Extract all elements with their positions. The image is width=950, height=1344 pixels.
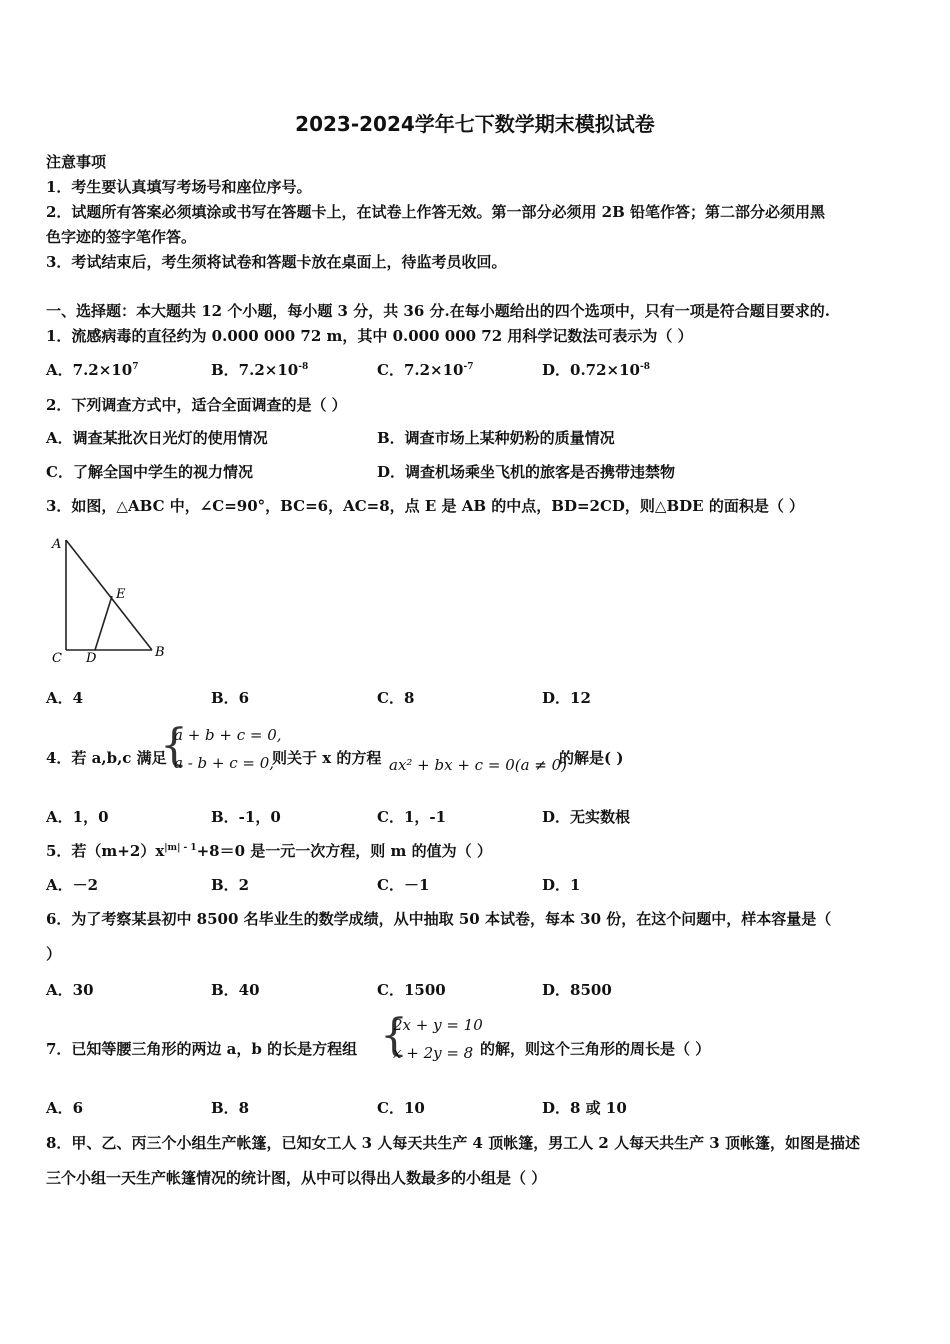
question-6-stem: 6．为了考察某县初中 8500 名毕业生的数学成绩，从中抽取 50 本试卷，每本 30 份，在这个问题中，样本容量是（ xyxy=(46,910,832,928)
q1-option-b: B．$7.2\times 10^{-8}$ xyxy=(211,361,309,379)
q6-option-b: B．40 xyxy=(211,981,260,999)
q1-option-a: A．$7.2\times 10^7$ xyxy=(46,361,139,379)
q1-option-c: C．$7.2\times 10^{-7}$ xyxy=(377,361,474,379)
q2-option-b: B．调查市场上某种奶粉的质量情况 xyxy=(377,429,615,447)
q1-option-d: D．$0.72\times 10^{-8}$ xyxy=(542,361,650,379)
q6-option-d: D．8500 xyxy=(542,981,612,999)
brace-icon: { xyxy=(380,1010,408,1061)
q7-option-d: D．8 或 10 xyxy=(542,1099,627,1117)
triangle-figure xyxy=(40,528,190,673)
question-4-prefix: 4．若 a,b,c 满足 xyxy=(46,749,167,767)
q4-option-a: A．1，0 xyxy=(46,808,109,826)
q4-option-b: B．-1，0 xyxy=(211,808,281,826)
q4-equation-1: a + b + c = 0, xyxy=(174,726,282,744)
question-1-stem: 1．流感病毒的直径约为 0.000 000 72 m，其中 0.000 000 72 用科学记数法可表示为（ ） xyxy=(46,327,693,345)
q7-option-b: B．8 xyxy=(211,1099,250,1117)
question-7-prefix: 7．已知等腰三角形的两边 a，b 的长是方程组 xyxy=(46,1040,358,1058)
q6-option-c: C．1500 xyxy=(377,981,446,999)
question-2-stem: 2．下列调查方式中，适合全面调查的是（ ） xyxy=(46,396,347,414)
q7-option-a: A．6 xyxy=(46,1099,84,1117)
q3-option-d: D．12 xyxy=(542,689,591,707)
label-d: D xyxy=(86,651,97,666)
notice-item: 1．考生要认真填写考场号和座位序号。 xyxy=(46,178,312,196)
page-title: 2023-2024学年七下数学期末模拟试卷 xyxy=(295,112,655,136)
q5-option-d: D．1 xyxy=(542,876,581,894)
question-6-stem-cont: ） xyxy=(46,945,62,963)
brace-icon: { xyxy=(160,720,188,771)
q2-option-d: D．调查机场乘坐飞机的旅客是否携带违禁物 xyxy=(377,463,676,481)
q3-option-b: B．6 xyxy=(211,689,250,707)
label-c: C xyxy=(52,651,62,666)
label-a: A xyxy=(52,537,62,552)
question-7-suffix: 的解，则这个三角形的周长是（ ） xyxy=(480,1040,711,1058)
segment-de xyxy=(95,596,112,650)
question-3-stem: 3．如图，△ABC 中，∠C=90°，BC=6，AC=8，点 E 是 AB 的中点，BD=2CD，则△BDE 的面积是（ ） xyxy=(46,497,805,515)
q4-option-c: C．1，-1 xyxy=(377,808,447,826)
question-4-suffix: 的解是( ) xyxy=(559,749,624,767)
q7-equation-1: 2x + y = 10 xyxy=(393,1016,483,1034)
question-4-middle: 则关于 x 的方程 xyxy=(272,749,382,767)
notice-item: 色字迹的签字笔作答。 xyxy=(46,228,197,246)
notice-heading: 注意事项 xyxy=(46,153,107,171)
q2-option-c: C．了解全国中学生的视力情况 xyxy=(46,463,253,481)
notice-item: 3．考试结束后，考生须将试卷和答题卡放在桌面上，待监考员收回。 xyxy=(46,253,507,271)
side-ab xyxy=(66,540,152,650)
question-5-stem: 5．若$(m+2)x^{|m| - 1}+8=0$ 是一元一次方程，则 m 的值为（ ） xyxy=(46,842,492,860)
q4-equation-3: ax² + bx + c = 0(a ≠ 0) xyxy=(389,756,568,774)
label-e: E xyxy=(116,587,126,602)
label-b: B xyxy=(155,645,165,660)
question-8-line-1: 8．甲、乙、丙三个小组生产帐篷，已知女工人 3 人每天共生产 4 顶帐篷，男工人 2 人每天共生产 3 顶帐篷，如图是描述 xyxy=(46,1134,860,1152)
section-heading: 一、选择题：本大题共 12 个小题，每小题 3 分，共 36 分.在每小题给出的四个选项中，只有一项是符合题目要求的. xyxy=(46,302,830,320)
q7-equation-2: x + 2y = 8 xyxy=(393,1044,474,1062)
notice-item: 2．试题所有答案必须填涂或书写在答题卡上，在试卷上作答无效。第一部分必须用 2B 铅笔作答；第二部分必须用黑 xyxy=(46,203,826,221)
q4-equation-2: a - b + c = 0, xyxy=(174,754,275,772)
q7-option-c: C．10 xyxy=(377,1099,425,1117)
q6-option-a: A．30 xyxy=(46,981,94,999)
question-8-line-2: 三个小组一天生产帐篷情况的统计图，从中可以得出人数最多的小组是（ ） xyxy=(46,1169,547,1187)
q5-option-c: C．－1 xyxy=(377,876,430,894)
q5-option-a: A．－2 xyxy=(46,876,99,894)
q4-option-d: D．无实数根 xyxy=(542,808,631,826)
q2-option-a: A．调查某批次日光灯的使用情况 xyxy=(46,429,268,447)
q3-option-a: A．4 xyxy=(46,689,84,707)
q5-option-b: B．2 xyxy=(211,876,250,894)
q3-option-c: C．8 xyxy=(377,689,415,707)
